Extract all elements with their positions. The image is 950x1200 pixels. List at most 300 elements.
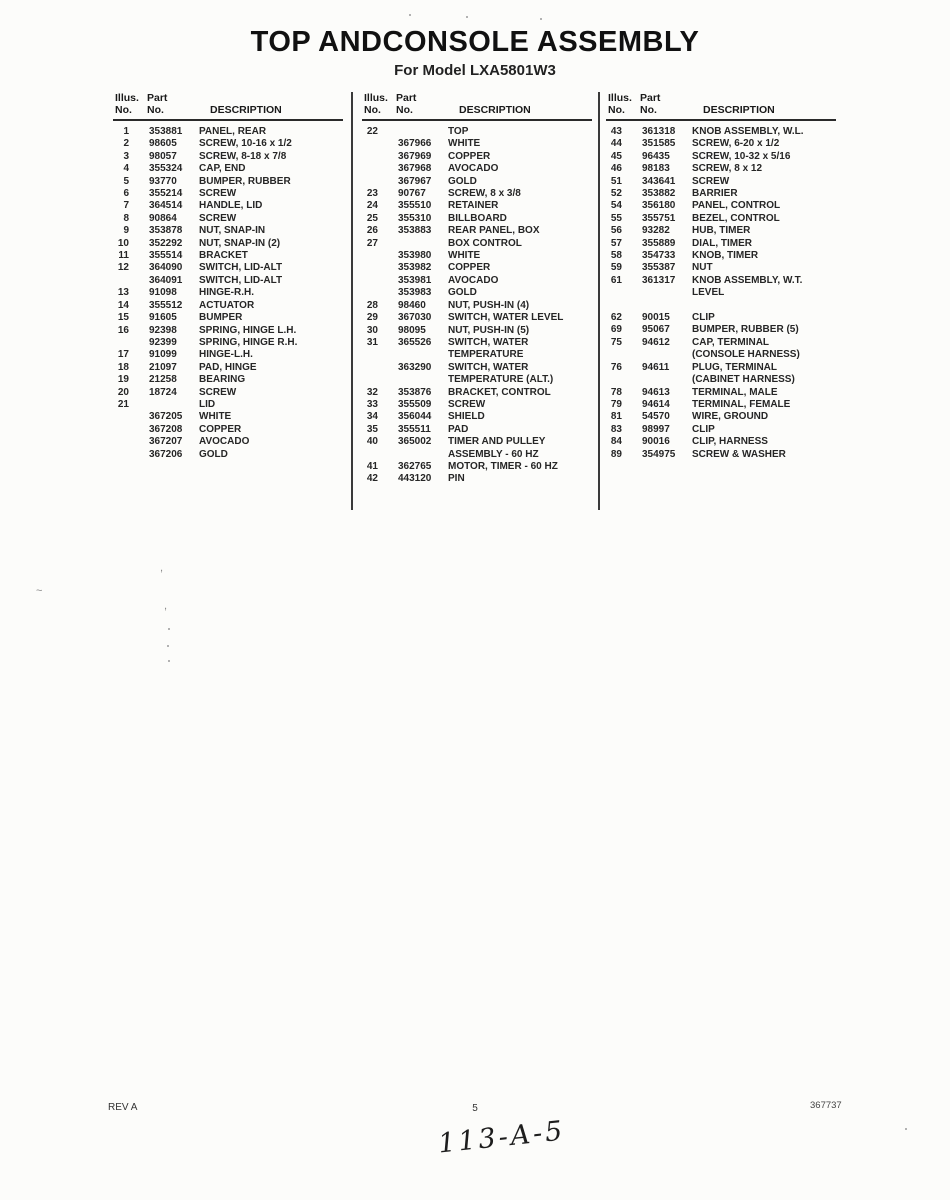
part-no: 443120 <box>398 473 432 485</box>
part-no: 361317 <box>642 274 676 286</box>
parts-table-row <box>362 262 592 274</box>
description: DIAL, TIMER <box>692 237 752 249</box>
part-no: 98460 <box>398 299 426 311</box>
description: TIMER AND PULLEY <box>448 436 546 448</box>
parts-table-row <box>362 200 592 212</box>
illus-no: 17 <box>117 349 129 361</box>
parts-table-row <box>113 287 343 299</box>
illus-no: 7 <box>123 200 129 212</box>
illus-no <box>362 374 388 386</box>
parts-table-row <box>113 250 343 262</box>
description: CLIP <box>692 312 715 324</box>
parts-table-row <box>606 300 836 312</box>
part-no: 367208 <box>149 423 183 435</box>
parts-table-row <box>606 362 836 374</box>
illus-no <box>362 163 388 175</box>
part-no-header: No. <box>147 104 164 116</box>
parts-rows <box>113 126 343 461</box>
part-no: 367966 <box>398 138 432 150</box>
footer-revision: REV A <box>108 1102 138 1113</box>
parts-table-row <box>362 387 592 399</box>
description: COPPER <box>448 150 491 162</box>
illus-no: 79 <box>610 398 622 410</box>
description: SCREW <box>199 212 237 224</box>
scan-speck <box>466 16 468 18</box>
illus-no: 5 <box>123 175 129 187</box>
part-no: 93770 <box>149 175 177 187</box>
part-no: 355310 <box>398 212 432 224</box>
part-no <box>632 300 692 312</box>
description: GOLD <box>448 287 477 299</box>
illus-no: 30 <box>366 324 378 336</box>
description: WHITE <box>448 250 481 262</box>
part-no: 355324 <box>149 163 183 175</box>
parts-column-3 <box>606 92 836 461</box>
illus-no: 9 <box>123 225 129 237</box>
parts-table-row <box>606 387 836 399</box>
part-no-header: No. <box>640 104 657 116</box>
column-header <box>113 92 343 121</box>
illus-no: 57 <box>610 237 622 249</box>
illus-no <box>362 362 388 374</box>
parts-table-row <box>362 163 592 175</box>
illus-no: 43 <box>610 126 622 137</box>
parts-table-row <box>606 126 836 138</box>
description: SCREW <box>199 188 237 200</box>
description: HANDLE, LID <box>199 200 263 212</box>
description: BUMPER, RUBBER (5) <box>692 324 799 336</box>
illus-no: 3 <box>123 150 129 162</box>
column-divider <box>351 92 353 510</box>
description: PAD, HINGE <box>199 361 257 373</box>
part-no: 353882 <box>642 188 676 200</box>
description: SWITCH, LID-ALT <box>199 274 283 286</box>
parts-table-row <box>113 300 343 312</box>
illus-no <box>113 411 139 423</box>
parts-table-row <box>606 138 836 150</box>
parts-table-row <box>362 312 592 324</box>
part-no: 353876 <box>398 386 432 398</box>
part-no: 94613 <box>642 386 670 398</box>
parts-table-row <box>362 411 592 423</box>
description: KNOB ASSEMBLY, W.T. <box>692 274 803 286</box>
description: SWITCH, WATER <box>448 336 529 348</box>
parts-table-row <box>606 213 836 225</box>
description: RETAINER <box>448 200 499 212</box>
description: BARRIER <box>692 188 738 200</box>
illus-no-header: No. <box>115 104 132 116</box>
description: SCREW <box>692 175 730 187</box>
description: MOTOR, TIMER - 60 HZ <box>448 460 558 472</box>
parts-table-row <box>362 349 592 361</box>
part-no: 93282 <box>642 225 670 237</box>
illus-no <box>362 138 388 150</box>
description: TEMPERATURE <box>448 349 524 361</box>
parts-table-row <box>113 225 343 237</box>
part-no: 355509 <box>398 398 432 410</box>
illus-no: 54 <box>610 200 622 212</box>
illus-no: 23 <box>366 188 378 200</box>
part-no: 364091 <box>149 274 183 286</box>
description: ASSEMBLY - 60 HZ <box>448 448 539 460</box>
illus-no: 2 <box>123 138 129 150</box>
part-no: 367967 <box>398 175 432 187</box>
illus-no: 51 <box>610 175 622 187</box>
description: TOP <box>448 126 469 137</box>
description: CLIP, HARNESS <box>692 436 768 448</box>
part-no: 90864 <box>149 212 177 224</box>
description: LEVEL <box>692 287 725 299</box>
part-no: 356044 <box>398 411 432 423</box>
illus-no: 16 <box>117 324 129 336</box>
description: PAD <box>448 423 469 435</box>
part-no <box>139 399 199 411</box>
illus-no: 12 <box>117 262 129 274</box>
parts-table-row <box>113 349 343 361</box>
illus-no: 42 <box>366 473 378 485</box>
part-no: 355387 <box>642 262 676 274</box>
illus-no <box>362 287 388 299</box>
column-header <box>606 92 836 121</box>
illus-no <box>606 300 632 312</box>
description: SCREW & WASHER <box>692 448 786 460</box>
parts-table-row <box>362 238 592 250</box>
parts-table-row <box>606 337 836 349</box>
description: SWITCH, WATER LEVEL <box>448 312 564 324</box>
illus-no <box>362 151 388 163</box>
part-no: 90015 <box>642 312 670 324</box>
description: BILLBOARD <box>448 212 507 224</box>
illus-no: 1 <box>123 126 129 137</box>
illus-no: 13 <box>117 287 129 299</box>
illus-no <box>606 287 632 299</box>
description: GOLD <box>448 175 477 187</box>
part-no <box>388 126 448 138</box>
illus-no <box>113 436 139 448</box>
description: KNOB ASSEMBLY, W.L. <box>692 126 804 137</box>
description: (CONSOLE HARNESS) <box>692 349 800 361</box>
description: BUMPER <box>199 312 243 324</box>
part-no: 98183 <box>642 163 670 175</box>
parts-table-row <box>606 238 836 250</box>
illus-no: 32 <box>366 386 378 398</box>
description: SCREW <box>199 386 237 398</box>
scan-speck <box>409 14 411 16</box>
parts-table-row <box>362 213 592 225</box>
part-no: 355514 <box>149 250 183 262</box>
illus-no: 56 <box>610 225 622 237</box>
parts-table-row <box>606 225 836 237</box>
part-no: 18724 <box>149 386 177 398</box>
illus-no <box>113 449 139 461</box>
part-no: 364514 <box>149 200 183 212</box>
parts-table-row <box>362 138 592 150</box>
parts-table-row <box>362 176 592 188</box>
description: COPPER <box>448 262 491 274</box>
description: CAP, TERMINAL <box>692 336 770 348</box>
parts-table-row <box>362 225 592 237</box>
parts-column-2 <box>362 92 592 486</box>
part-no: 367207 <box>149 436 183 448</box>
parts-table-row <box>606 200 836 212</box>
description: SCREW, 6-20 x 1/2 <box>692 138 780 150</box>
part-no: 353983 <box>398 287 432 299</box>
illus-no: 52 <box>610 188 622 200</box>
part-no: 367205 <box>149 411 183 423</box>
page-title: TOP ANDCONSOLE ASSEMBLY <box>250 26 700 58</box>
illus-no <box>362 250 388 262</box>
description: BUMPER, RUBBER <box>199 175 291 187</box>
illus-no: 84 <box>610 436 622 448</box>
parts-table-row <box>362 362 592 374</box>
illus-no: 59 <box>610 262 622 274</box>
part-no: 367968 <box>398 163 432 175</box>
scan-speck <box>540 18 542 20</box>
parts-table-row <box>606 399 836 411</box>
scan-speck <box>168 628 170 630</box>
part-no: 96435 <box>642 150 670 162</box>
illus-no: 40 <box>366 436 378 448</box>
part-no: 92399 <box>149 336 177 348</box>
handwritten-note: 113-A-5 <box>436 1115 567 1160</box>
parts-table-row <box>113 176 343 188</box>
description: SCREW, 8-18 x 7/8 <box>199 150 287 162</box>
part-no: 343641 <box>642 175 676 187</box>
parts-table-row <box>113 362 343 374</box>
description: BOX CONTROL <box>448 237 522 249</box>
parts-table-row <box>113 163 343 175</box>
description: SCREW, 8 x 12 <box>692 163 763 175</box>
description: KNOB, TIMER <box>692 250 759 262</box>
parts-table-row <box>362 300 592 312</box>
part-no: 356180 <box>642 200 676 212</box>
part-no: 363290 <box>398 361 432 373</box>
description-header: DESCRIPTION <box>210 104 282 116</box>
illus-no: 28 <box>366 299 378 311</box>
illus-no: 10 <box>117 237 129 249</box>
illus-no: 26 <box>366 225 378 237</box>
description: AVOCADO <box>199 436 250 448</box>
part-no: 90767 <box>398 188 426 200</box>
illus-no: 33 <box>366 398 378 410</box>
parts-table-row <box>113 374 343 386</box>
part-no: 364090 <box>149 262 183 274</box>
illus-no: 46 <box>610 163 622 175</box>
illus-no: 69 <box>610 324 622 336</box>
part-no: 91099 <box>149 349 177 361</box>
illus-no: 21 <box>117 398 129 410</box>
part-no: 351585 <box>642 138 676 150</box>
scan-artifact: ~ <box>36 585 43 597</box>
scan-artifact: , <box>164 600 168 612</box>
parts-table-row <box>606 374 836 386</box>
parts-table-row <box>362 275 592 287</box>
description: NUT, SNAP-IN <box>199 225 266 237</box>
description: NUT, SNAP-IN (2) <box>199 237 281 249</box>
description: BRACKET, CONTROL <box>448 386 551 398</box>
description: PIN <box>448 473 465 485</box>
part-no: 94611 <box>642 361 670 373</box>
scan-speck <box>905 1128 907 1130</box>
illus-no: 62 <box>610 312 622 324</box>
part-no: 362765 <box>398 460 432 472</box>
part-no: 352292 <box>149 237 183 249</box>
illus-no: 25 <box>366 212 378 224</box>
parts-table-row <box>606 312 836 324</box>
part-no: 21097 <box>149 361 177 373</box>
scan-speck <box>168 660 170 662</box>
part-no: 354733 <box>642 250 676 262</box>
parts-table-row <box>606 287 836 299</box>
parts-table-row <box>113 436 343 448</box>
part-no: 367206 <box>149 448 183 460</box>
illus-no: 18 <box>117 361 129 373</box>
part-no: 353980 <box>398 250 432 262</box>
description: BEZEL, CONTROL <box>692 212 780 224</box>
description: WHITE <box>448 138 481 150</box>
parts-table-row <box>113 449 343 461</box>
illus-no <box>362 349 388 361</box>
illus-no: 58 <box>610 250 622 262</box>
illus-no: 76 <box>610 361 622 373</box>
part-no: 54570 <box>642 411 670 423</box>
description: SCREW, 10-32 x 5/16 <box>692 150 791 162</box>
description-header: DESCRIPTION <box>703 104 775 116</box>
parts-table-row <box>113 337 343 349</box>
illus-no: 19 <box>117 374 129 386</box>
parts-table-row <box>113 325 343 337</box>
part-no: 95067 <box>642 324 670 336</box>
illus-no: 27 <box>366 237 378 249</box>
illus-no: 29 <box>366 312 378 324</box>
column-divider <box>598 92 600 510</box>
description: ACTUATOR <box>199 299 255 311</box>
part-no: 353883 <box>398 225 432 237</box>
description: NUT, PUSH-IN (4) <box>448 299 530 311</box>
parts-table-row <box>113 275 343 287</box>
parts-table-row <box>606 424 836 436</box>
parts-table-row <box>113 411 343 423</box>
illus-no: 75 <box>610 336 622 348</box>
parts-table-row <box>362 449 592 461</box>
parts-table-row <box>606 250 836 262</box>
part-no <box>388 374 448 386</box>
parts-table-row <box>362 250 592 262</box>
illus-no <box>362 262 388 274</box>
illus-no: 20 <box>117 386 129 398</box>
part-no <box>632 287 692 299</box>
description: SCREW, 8 x 3/8 <box>448 188 521 200</box>
part-no: 354975 <box>642 448 676 460</box>
parts-table-row <box>113 262 343 274</box>
parts-table-row <box>113 312 343 324</box>
parts-table-row <box>606 163 836 175</box>
illus-no: 89 <box>610 448 622 460</box>
parts-table-row <box>606 436 836 448</box>
part-no: 355889 <box>642 237 676 249</box>
illus-no: 4 <box>123 163 129 175</box>
parts-table-row <box>606 349 836 361</box>
parts-table-row <box>362 188 592 200</box>
description: HINGE-R.H. <box>199 287 254 299</box>
part-header-label: Part <box>147 92 168 104</box>
description: SCREW <box>448 398 486 410</box>
part-no <box>388 238 448 250</box>
description: NUT <box>692 262 713 274</box>
description: PANEL, CONTROL <box>692 200 781 212</box>
description: SPRING, HINGE R.H. <box>199 336 298 348</box>
parts-table-row <box>362 374 592 386</box>
illus-no: 15 <box>117 312 129 324</box>
description: SPRING, HINGE L.H. <box>199 324 297 336</box>
description: TEMPERATURE (ALT.) <box>448 374 554 386</box>
part-no: 21258 <box>149 374 177 386</box>
parts-table-row <box>113 238 343 250</box>
parts-table-row <box>113 138 343 150</box>
illus-no: 81 <box>610 411 622 423</box>
scan-speck <box>167 645 169 647</box>
description: PANEL, REAR <box>199 126 267 137</box>
part-no: 98095 <box>398 324 426 336</box>
parts-table-row <box>606 449 836 461</box>
parts-table-row <box>113 151 343 163</box>
parts-table-row <box>606 188 836 200</box>
illus-header-label: Illus. <box>608 92 632 104</box>
part-no <box>388 349 448 361</box>
part-no <box>632 349 692 361</box>
description: REAR PANEL, BOX <box>448 225 540 237</box>
illus-no <box>362 449 388 461</box>
illus-no-header: No. <box>364 104 381 116</box>
part-no: 353878 <box>149 225 183 237</box>
part-no: 355214 <box>149 188 183 200</box>
illus-no: 44 <box>610 138 622 150</box>
part-no: 353982 <box>398 262 432 274</box>
scan-artifact: , <box>160 562 164 574</box>
parts-table-row <box>606 324 836 336</box>
illus-no <box>113 337 139 349</box>
part-no-header: No. <box>396 104 413 116</box>
description: SCREW, 10-16 x 1/2 <box>199 138 292 150</box>
description: HUB, TIMER <box>692 225 751 237</box>
parts-table-row <box>606 176 836 188</box>
description: CAP, END <box>199 163 246 175</box>
illus-no: 31 <box>366 336 378 348</box>
parts-table-row <box>362 399 592 411</box>
description <box>692 300 836 312</box>
parts-table-row <box>606 275 836 287</box>
parts-table-row <box>113 126 343 138</box>
illus-no: 24 <box>366 200 378 212</box>
part-no: 355751 <box>642 212 676 224</box>
description: BEARING <box>199 374 246 386</box>
footer-doc-number: 367737 <box>810 1100 842 1111</box>
part-no: 90016 <box>642 436 670 448</box>
illus-no: 41 <box>366 460 378 472</box>
illus-no: 11 <box>118 250 129 262</box>
illus-no <box>362 275 388 287</box>
illus-no: 83 <box>610 423 622 435</box>
illus-no <box>362 176 388 188</box>
illus-no <box>113 275 139 287</box>
part-header-label: Part <box>396 92 417 104</box>
illus-no: 14 <box>117 299 129 311</box>
illus-header-label: Illus. <box>115 92 139 104</box>
description: WIRE, GROUND <box>692 411 769 423</box>
illus-no: 78 <box>610 386 622 398</box>
description: LID <box>199 398 216 410</box>
parts-table-row <box>113 424 343 436</box>
